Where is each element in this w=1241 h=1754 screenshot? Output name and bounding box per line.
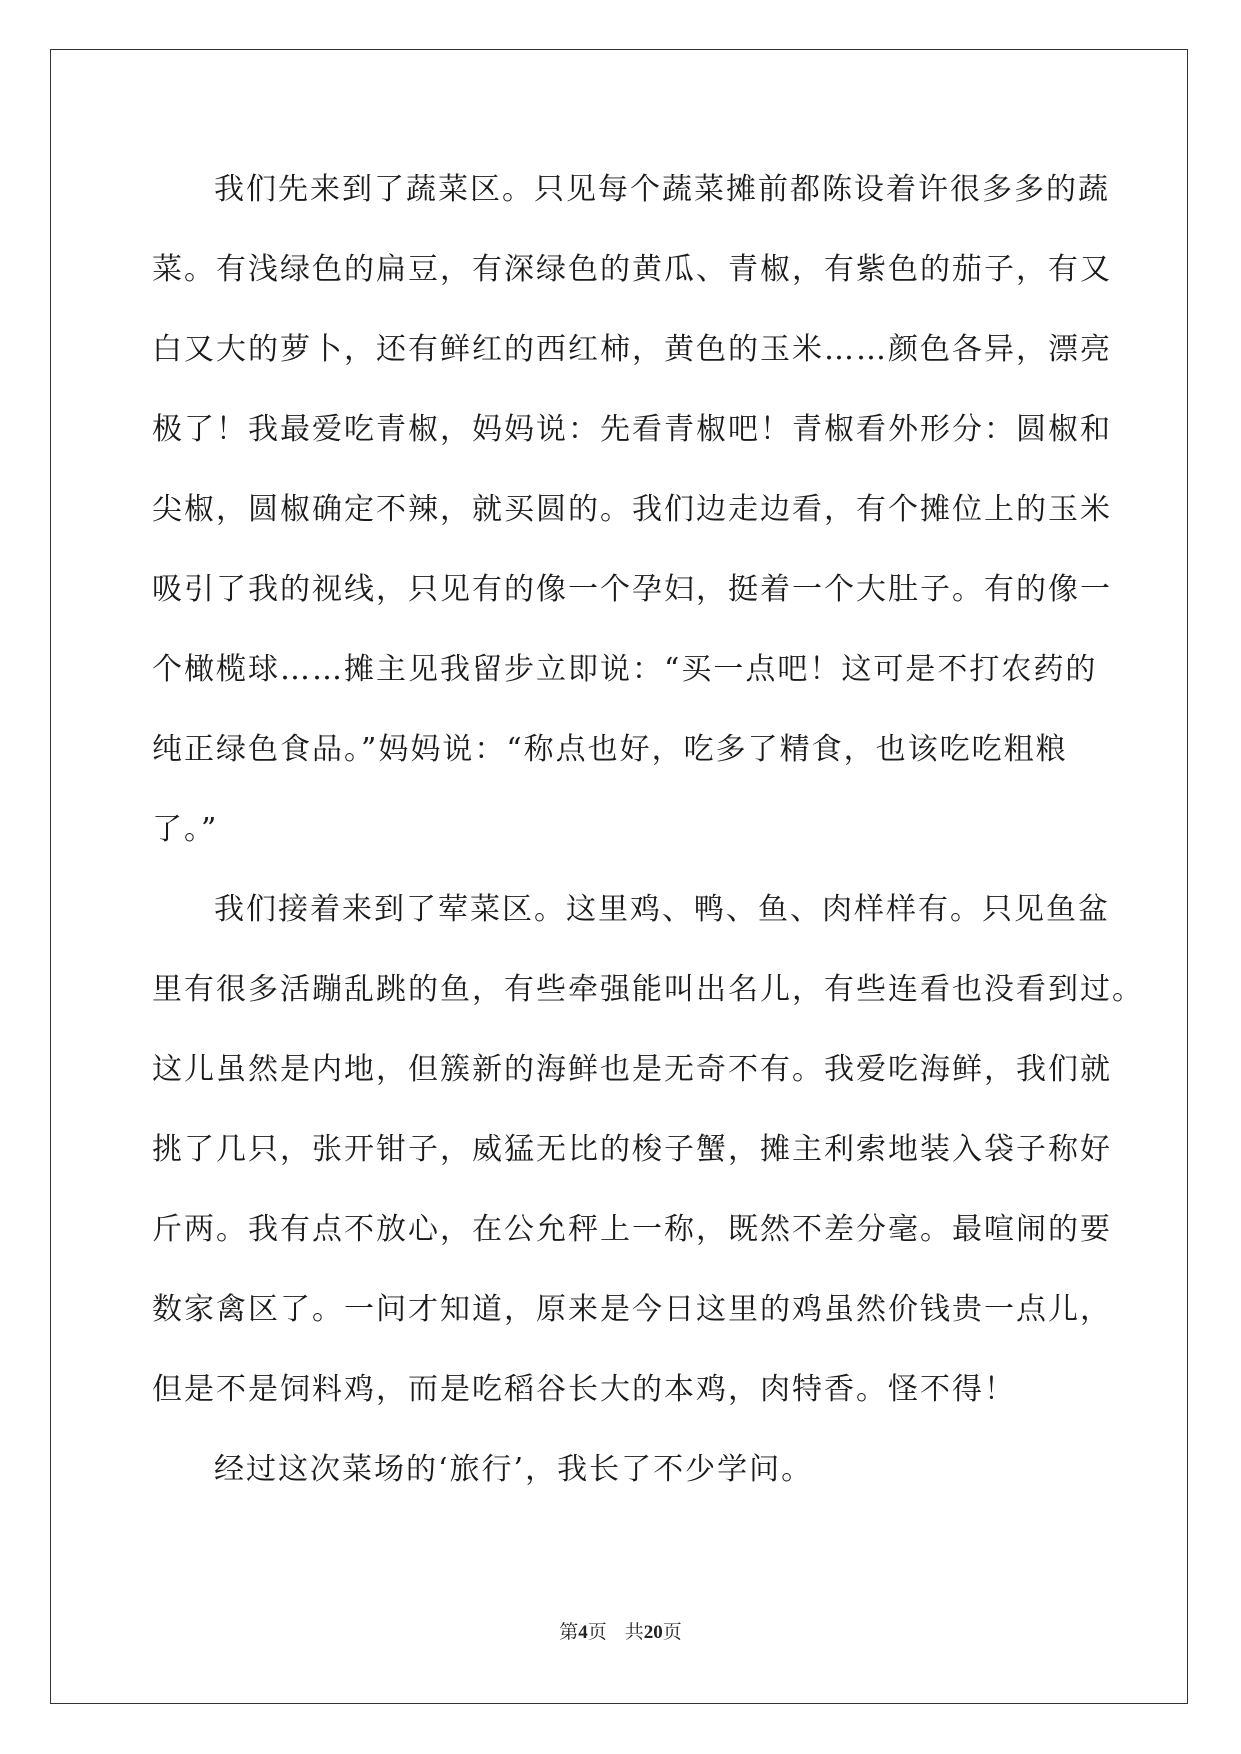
document-body (152, 150, 1144, 1510)
page-total: 20 (643, 1622, 663, 1643)
paragraph-3-line-1: 经过这次菜场的‘旅行’，我长了不少学问。 (214, 1452, 814, 1487)
page-suffix: 页 (587, 1622, 607, 1643)
paragraph-2-line-5: 斤两。我有点不放心，在公允秤上一称，既然不差分毫。最喧闹的要 (152, 1212, 1112, 1247)
paragraph-2-line-2: 里有很多活蹦乱跳的鱼，有些牵强能叫出名儿，有些连看也没看到过。 (152, 972, 1144, 1007)
paragraph-2-line-1: 我们接着来到了荤菜区。这里鸡、鸭、鱼、肉样样有。只见鱼盆 (214, 892, 1110, 927)
paragraph-2-line-7: 但是不是饲料鸡，而是吃稻谷长大的本鸡，肉特香。怪不得！ (152, 1372, 1016, 1407)
paragraph-1-line-7: 个橄榄球……摊主见我留步立即说：“买一点吧！这可是不打农药的 (152, 652, 1098, 687)
paragraph-1-line-1: 我们先来到了蔬菜区。只见每个蔬菜摊前都陈设着许很多多的蔬 (214, 172, 1110, 207)
total-prefix: 共 (624, 1622, 644, 1643)
paragraph-2-line-4: 挑了几只，张开钳子，威猛无比的梭子蟹，摊主利索地装入袋子称好 (152, 1132, 1112, 1167)
paragraph-1-line-8: 纯正绿色食品。”妈妈说：“称点也好，吃多了精食，也该吃吃粗粮 (152, 732, 1068, 767)
paragraph-2-line-6: 数家禽区了。一问才知道，原来是今日这里的鸡虽然价钱贵一点儿， (152, 1292, 1112, 1327)
paragraph-1-line-6: 吸引了我的视线，只见有的像一个孕妇，挺着一个大肚子。有的像一 (152, 572, 1112, 607)
page-footer (0, 1617, 1241, 1644)
paragraph-1-line-5: 尖椒，圆椒确定不辣，就买圆的。我们边走边看，有个摊位上的玉米 (152, 492, 1112, 527)
paragraph-1-line-3: 白又大的萝卜，还有鲜红的西红柿，黄色的玉米……颜色各异，漂亮 (152, 332, 1112, 367)
paragraph-1-line-4: 极了！我最爱吃青椒，妈妈说：先看青椒吧！青椒看外形分：圆椒和 (152, 412, 1112, 447)
paragraph-1-line-2: 菜。有浅绿色的扁豆，有深绿色的黄瓜、青椒，有紫色的茄子，有又 (152, 252, 1112, 287)
paragraph-1-line-9: 了。” (152, 812, 219, 847)
page-prefix: 第 (559, 1622, 579, 1643)
total-suffix: 页 (662, 1622, 682, 1643)
paragraph-2-line-3: 这儿虽然是内地，但簇新的海鲜也是无奇不有。我爱吃海鲜，我们就 (152, 1052, 1112, 1087)
page-current: 4 (578, 1622, 588, 1643)
